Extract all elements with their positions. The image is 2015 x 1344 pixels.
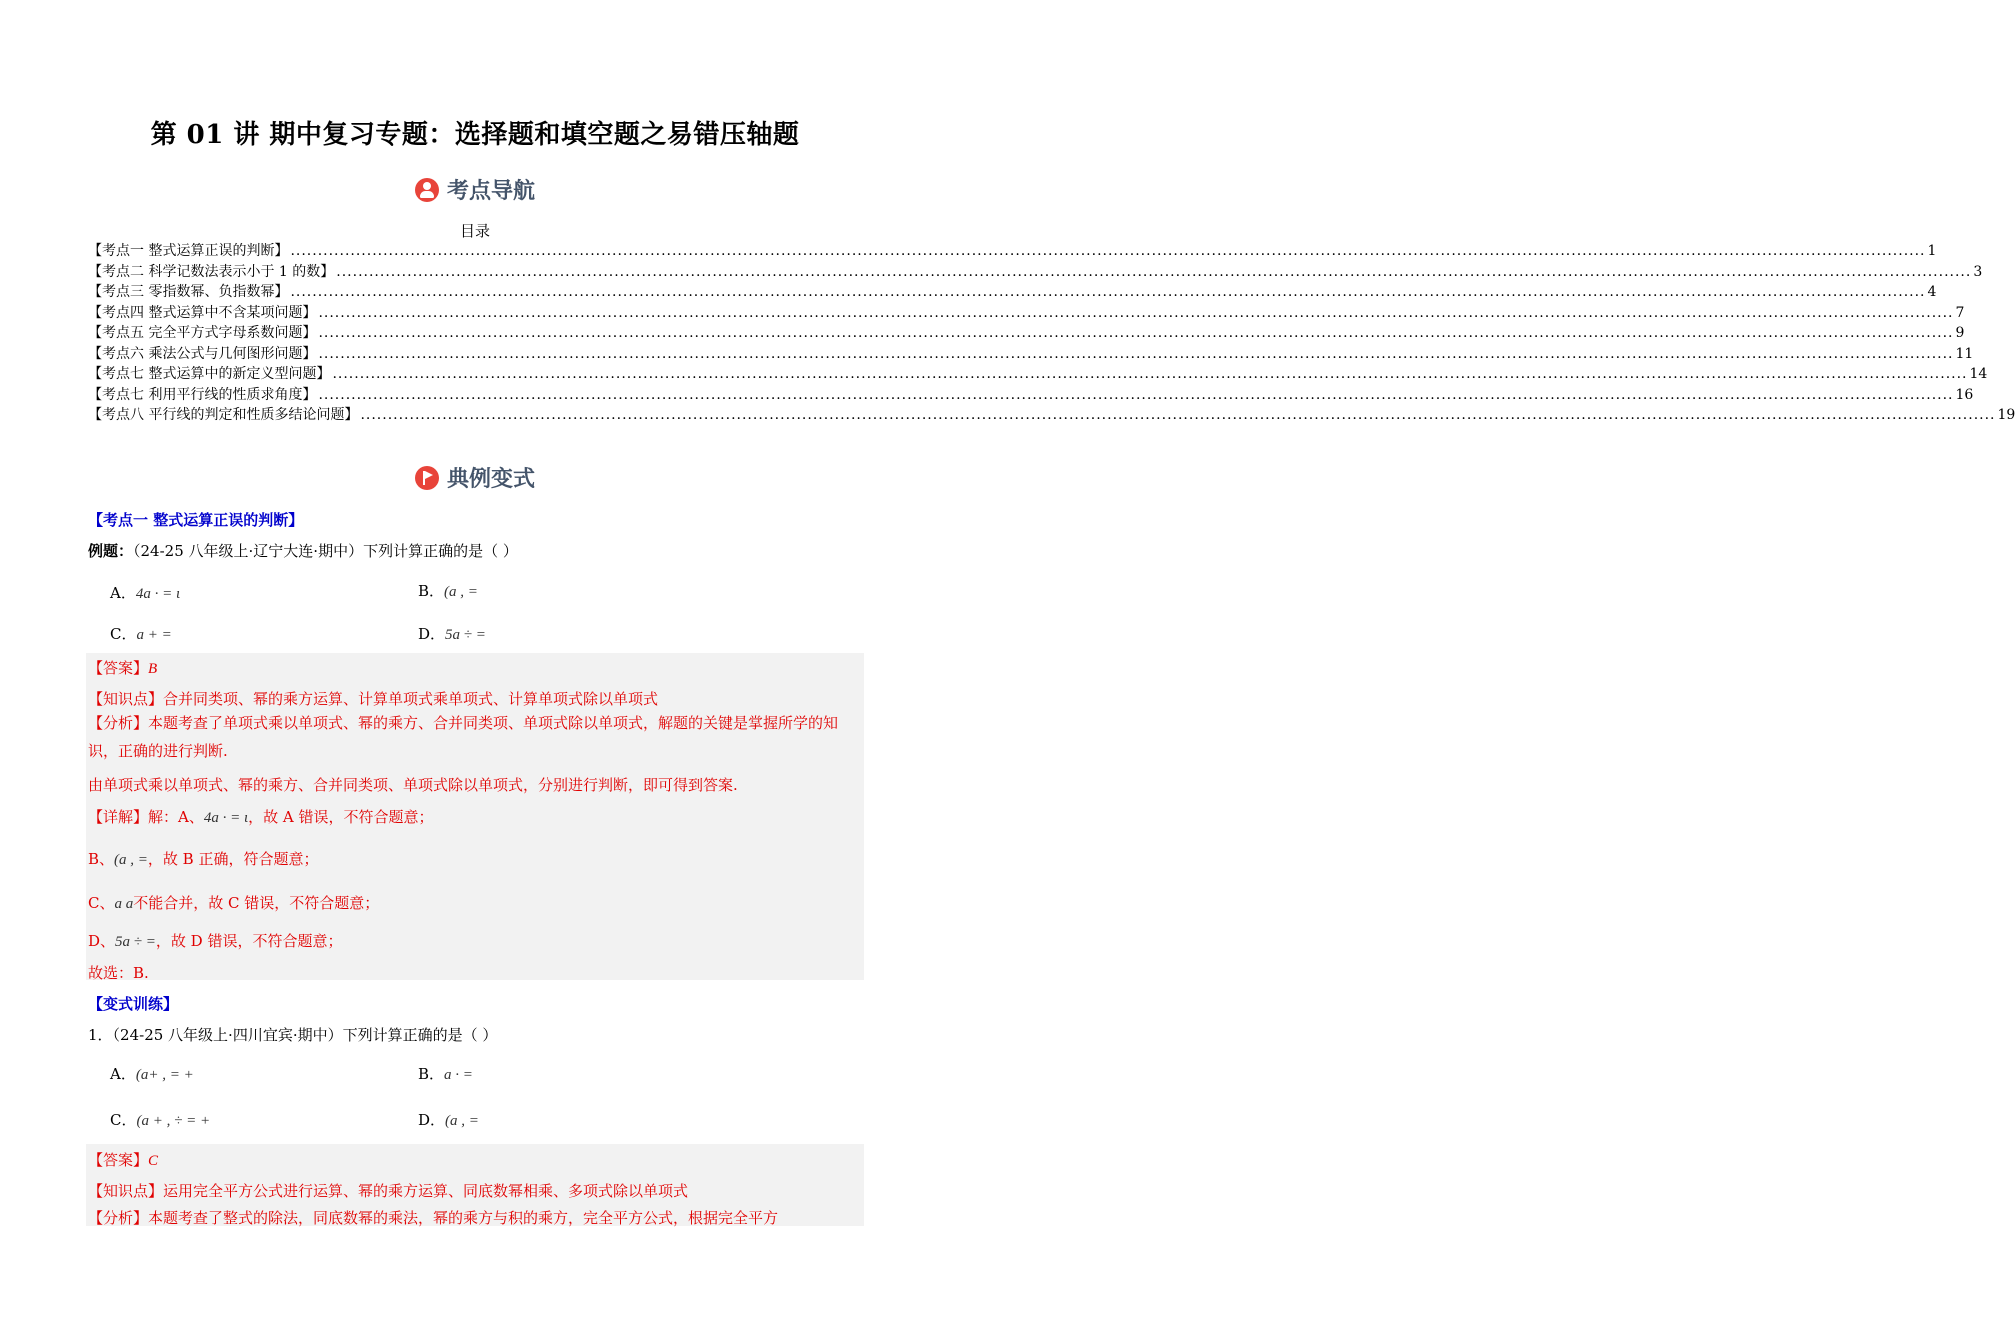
practice-heading: 【变式训练】 — [88, 995, 179, 1013]
detail-math: 5a ÷ = — [115, 934, 156, 950]
toc-entry-label: 【考点八 平行线的判定和性质多结论问题】 — [88, 407, 359, 423]
option-math: (a + , ÷ = + — [136, 1113, 211, 1129]
toc-entry-page: 19 — [1997, 407, 2015, 423]
toc-entry-label: 【考点七 整式运算中的新定义型问题】 — [88, 366, 331, 382]
toc-title: 目录 — [459, 222, 490, 240]
detail-suffix: ，故 D 错误，不符合题意； — [155, 932, 343, 950]
detail-prefix: 解：A、 — [148, 808, 204, 826]
practice-knowledge-line — [88, 1180, 688, 1201]
analysis-paragraph-2: 由单项式乘以单项式、幂的乘方、合并同类项、单项式除以单项式，分别进行判断，即可得到答案. — [88, 776, 738, 794]
option-math: (a , = — [444, 584, 478, 600]
practice-analysis-line — [88, 1207, 778, 1228]
toc-entry[interactable] — [88, 385, 1974, 406]
toc-entry-page: 4 — [1927, 284, 1937, 300]
detail-math: (a , = — [114, 852, 148, 868]
analysis-paragraph — [88, 709, 862, 765]
detail-prefix: D、 — [88, 932, 116, 950]
practice-option-c — [110, 1109, 210, 1130]
detail-math: 4a · = ι — [203, 810, 249, 826]
option-a — [110, 582, 180, 603]
example-text: （24-25 八年级上·辽宁大连·期中）下列计算正确的是（ ） — [133, 542, 518, 560]
knowledge-text: 合并同类项、幂的乘方运算、计算单项式乘单项式、计算单项式除以单项式 — [163, 690, 659, 708]
analysis-text: 本题考查了整式的除法，同底数幂的乘法，幂的乘方与积的乘方，完全平方公式，根据完全平方 — [148, 1209, 779, 1227]
toc-entry-label: 【考点四 整式运算中不含某项问题】 — [88, 304, 317, 321]
toc-entry[interactable] — [88, 282, 1937, 303]
option-math: (a , = — [445, 1113, 479, 1129]
detail-b — [88, 848, 318, 869]
example-label: 例题： — [88, 542, 134, 560]
section-label: 考点导航 — [446, 179, 535, 204]
section-header-navigation — [0, 174, 950, 205]
toc-leader-dots: ............................................................................................................................................................................................................................................................................................................ — [318, 386, 1954, 403]
option-label: C． — [110, 625, 137, 643]
toc-entry[interactable] — [88, 344, 1974, 365]
analysis-tag: 【分析】 — [88, 1209, 149, 1227]
option-math: a + = — [136, 627, 172, 643]
option-label: D． — [418, 625, 446, 643]
table-of-contents — [88, 241, 2015, 426]
option-label: A． — [110, 584, 136, 602]
option-math: 5a ÷ = — [445, 627, 486, 643]
page-title: 第 01 讲 期中复习专题：选择题和填空题之易错压轴题 — [150, 120, 800, 150]
detail-suffix: 不能合并，故 C 错误，不符合题意； — [133, 894, 380, 912]
detail-prefix: B、 — [88, 850, 115, 868]
toc-entry[interactable] — [88, 364, 1988, 385]
toc-entry-page: 16 — [1955, 386, 1974, 403]
toc-leader-dots: ............................................................................................................................................................................................................................................................................................................ — [290, 243, 1926, 259]
toc-entry-label: 【考点五 完全平方式字母系数问题】 — [88, 325, 317, 341]
option-label: D． — [418, 1111, 446, 1129]
answer-tag: 【答案】 — [88, 659, 149, 677]
analysis-tag: 【分析】 — [88, 714, 149, 732]
practice-answer-line — [88, 1149, 158, 1170]
toc-entry-label: 【考点一 整式运算正误的判断】 — [88, 243, 289, 259]
knowledge-tag: 【知识点】 — [88, 1182, 164, 1200]
practice-question-1: 1．（24-25 八年级上·四川宜宾·期中）下列计算正确的是（ ） — [88, 1026, 498, 1044]
section-header-examples — [0, 462, 950, 493]
toc-leader-dots: ............................................................................................................................................................................................................................................................................................................ — [336, 263, 1972, 280]
toc-entry-page: 14 — [1969, 366, 1988, 382]
option-label: A． — [110, 1065, 136, 1083]
toc-entry-page: 3 — [1973, 263, 1983, 280]
toc-entry[interactable] — [88, 323, 1965, 344]
detail-d — [88, 930, 342, 951]
toc-entry-label: 【考点三 零指数幂、负指数幂】 — [88, 284, 289, 300]
option-label: C． — [110, 1111, 137, 1129]
practice-option-a — [110, 1063, 194, 1084]
toc-entry-page: 11 — [1955, 345, 1974, 362]
toc-leader-dots: ............................................................................................................................................................................................................................................................................................................ — [290, 284, 1926, 300]
knowledge-line — [88, 688, 658, 709]
knowledge-tag: 【知识点】 — [88, 690, 164, 708]
option-b — [418, 580, 478, 601]
toc-entry-label: 【考点七 利用平行线的性质求角度】 — [88, 386, 317, 403]
toc-entry-page: 1 — [1927, 243, 1937, 259]
detail-prefix: C、 — [88, 894, 115, 912]
practice-option-b — [418, 1063, 473, 1084]
option-c — [110, 623, 172, 644]
toc-entry-label: 【考点二 科学记数法表示小于 1 的数】 — [88, 263, 335, 280]
option-math: (a+ , = + — [135, 1067, 194, 1083]
detail-tag: 【详解】 — [88, 808, 149, 826]
toc-entry[interactable] — [88, 241, 1937, 262]
toc-entry[interactable] — [88, 262, 1983, 283]
detail-suffix: ，故 B 正确，符合题意； — [147, 850, 319, 868]
analysis-text: 本题考查了单项式乘以单项式、幂的乘方、合并同类项、单项式除以单项式，解题的关键是掌握所学的知识，正确的进行判断. — [88, 714, 839, 760]
option-d — [418, 623, 486, 644]
topic-heading: 【考点一 整式运算正误的判断】 — [88, 511, 304, 529]
option-label: B． — [418, 582, 445, 600]
toc-entry-page: 7 — [1955, 304, 1965, 321]
toc-leader-dots: ............................................................................................................................................................................................................................................................................................................ — [318, 345, 1954, 362]
toc-entry-page: 9 — [1955, 325, 1965, 341]
knowledge-text: 运用完全平方公式进行运算、幂的乘方运算、同底数幂相乘、多项式除以单项式 — [163, 1182, 689, 1200]
toc-entry-label: 【考点六 乘法公式与几何图形问题】 — [88, 345, 317, 362]
answer-value: B — [148, 661, 158, 677]
example-question — [88, 540, 518, 561]
toc-leader-dots: ............................................................................................................................................................................................................................................................................................................ — [332, 366, 1968, 382]
option-label: B． — [418, 1065, 445, 1083]
answer-value: C — [148, 1153, 159, 1169]
toc-leader-dots: ............................................................................................................................................................................................................................................................................................................ — [318, 325, 1954, 341]
person-icon — [415, 178, 439, 202]
toc-leader-dots: ............................................................................................................................................................................................................................................................................................................ — [318, 304, 1954, 321]
option-math: a · = — [444, 1067, 473, 1083]
detail-c — [88, 892, 379, 913]
detail-a — [88, 806, 434, 827]
answer-line — [88, 657, 157, 678]
toc-leader-dots: ............................................................................................................................................................................................................................................................................................................ — [360, 407, 1996, 423]
flag-icon — [415, 466, 439, 490]
toc-entry[interactable] — [88, 303, 1965, 324]
answer-tag: 【答案】 — [88, 1151, 149, 1169]
option-math: 4a · = ι — [135, 586, 181, 602]
detail-suffix: ，故 A 错误，不符合题意； — [248, 808, 434, 826]
section-label: 典例变式 — [446, 467, 535, 492]
toc-entry[interactable] — [88, 405, 2015, 426]
conclusion: 故选：B. — [88, 964, 149, 982]
detail-math: a a — [114, 896, 134, 912]
practice-option-d — [418, 1109, 479, 1130]
